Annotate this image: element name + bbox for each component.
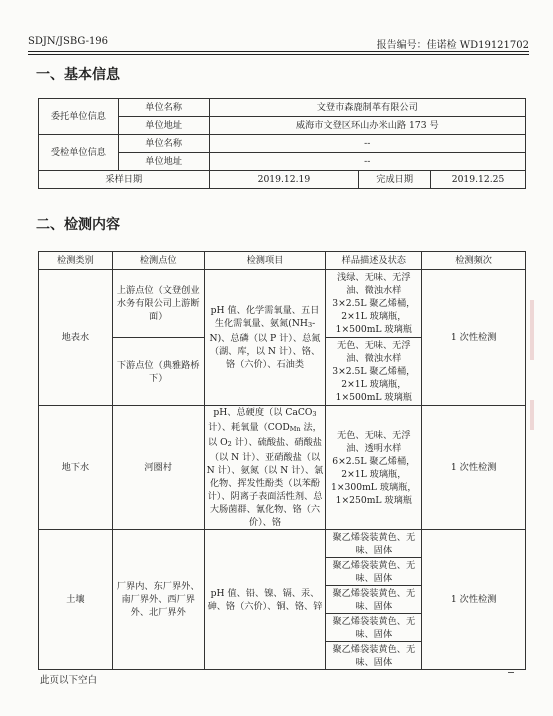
header-items: 检测项目 [204,252,326,270]
surface-desc-2: 无色、无味、无浮油、微浊水样 3×2.5L 聚乙烯桶，2×1L 玻璃瓶，1×500mL 玻璃瓶 [326,338,422,406]
receive-label: 受检单位信息 [39,135,119,171]
receive-name-label: 单位名称 [118,135,209,153]
soil-category: 土壤 [39,530,113,670]
header-rule-thick [28,51,529,52]
receive-addr: -- [209,153,525,171]
header-desc: 样品描述及状态 [326,252,422,270]
section-title-basic: 一、基本信息 [36,67,120,83]
ground-point: 河圈村 [112,406,204,530]
blank-below-note: 此页以下空白 [40,675,98,686]
receive-addr-label: 单位地址 [118,153,209,171]
header-point: 检测点位 [112,252,204,270]
page-header [28,36,529,50]
soil-freq: 1 次性检测 [422,530,526,670]
section-title-detect: 二、检测内容 [36,217,120,233]
entrust-label: 委托单位信息 [39,99,119,135]
sampling-date: 2019.12.19 [209,171,359,189]
ground-items: pH、总硬度（以 CaCO3 计）、耗氧量（CODMn 法，以 O2 计）、硫酸盐、硝酸盐（以 N 计）、亚硝酸盐（以 N 计）、氨氮（以 N 计）、氯化物、挥发性酚类（以苯酚计）、阴离子表面活性剂、总大肠菌群、氰化物、铬（六价）、铬 [204,406,326,530]
entrust-addr: 威海市文登区环山办米山路 173 号 [209,117,525,135]
surface-desc-1: 浅绿、无味、无浮油、微浊水样 3×2.5L 聚乙烯桶，2×1L 玻璃瓶，1×500mL 玻璃瓶 [326,270,422,338]
seal-edge-mark-2 [530,400,534,430]
soil-point: 厂界内、东厂界外、南厂界外、西厂界外、北厂界外 [112,530,204,670]
detect-table [38,251,526,670]
report-number: 报告编号：佳诺检 WD19121702 [376,40,529,51]
header-rule-thin [28,54,529,55]
entrust-name: 文登市森鹿制革有限公司 [209,99,525,117]
entrust-addr-label: 单位地址 [118,117,209,135]
soil-desc-5: 聚乙烯袋装黄色、无味、固体 [326,642,422,670]
surface-point-1: 上游点位（文登创业水务有限公司上游断面） [112,270,204,338]
soil-desc-2: 聚乙烯袋装黄色、无味、固体 [326,558,422,586]
header-category: 检测类别 [39,252,113,270]
ground-desc: 无色、无味、无浮油、透明水样 6×2.5L 聚乙烯桶，2×1L 玻璃瓶，1×300mL 玻璃瓶，1×250mL 玻璃瓶 [326,406,422,530]
doc-code: SDJN/JSBG-196 [28,36,109,47]
sampling-date-label: 采样日期 [39,171,210,189]
surface-freq: 1 次性检测 [422,270,526,406]
soil-desc-3: 聚乙烯袋装黄色、无味、固体 [326,586,422,614]
ground-category: 地下水 [39,406,113,530]
soil-desc-4: 聚乙烯袋装黄色、无味、固体 [326,614,422,642]
surface-category: 地表水 [39,270,113,406]
header-freq: 检测频次 [422,252,526,270]
seal-edge-mark [530,300,534,360]
surface-items: pH 值、化学需氧量、五日生化需氧量、氨氮(NH3-N)、总磷（以 P 计）、总氮（湖、库，以 N 计）、铬、铬（六价）、石油类 [204,270,326,406]
complete-date: 2019.12.25 [431,171,526,189]
scan-mark [508,672,514,676]
receive-name: -- [209,135,525,153]
basic-info-table [38,98,526,189]
surface-point-2: 下游点位（典雅路桥下） [112,338,204,406]
ground-freq: 1 次性检测 [422,406,526,530]
complete-date-label: 完成日期 [359,171,431,189]
soil-desc-1: 聚乙烯袋装黄色、无味、固体 [326,530,422,558]
entrust-name-label: 单位名称 [118,99,209,117]
soil-items: pH 值、铅、镍、镉、汞、砷、铬（六价）、铜、铬、锌 [204,530,326,670]
